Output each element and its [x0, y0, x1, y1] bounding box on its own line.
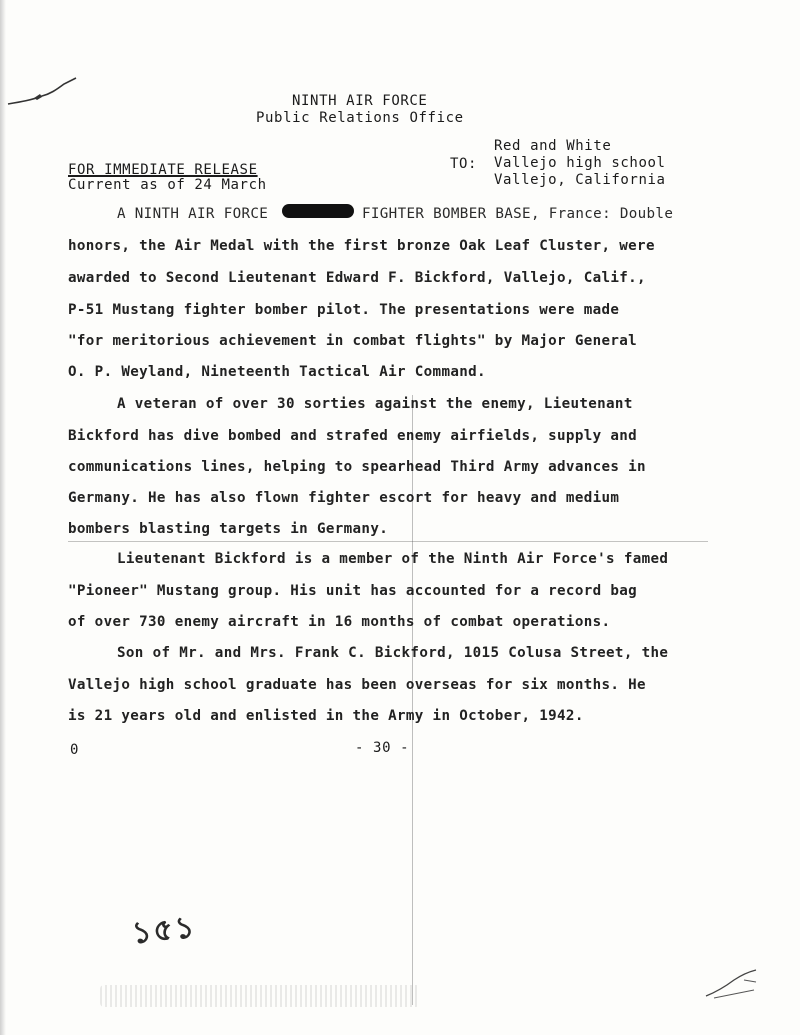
corner-scribble-icon — [704, 968, 760, 1002]
body-line: communications lines, helping to spearhead Third Army advances in — [68, 459, 646, 475]
body-line: O. P. Weyland, Nineteenth Tactical Air Command. — [68, 364, 486, 380]
body-line-1-pre: A NINTH AIR FORCE — [117, 206, 269, 222]
recipient-line-3: Vallejo, California — [494, 172, 666, 188]
footer-left-mark: 0 — [70, 742, 80, 758]
body-line: bombers blasting targets in Germany. — [68, 521, 389, 537]
body-line: P-51 Mustang fighter bomber pilot. The presentations were made — [68, 302, 620, 318]
redaction-mark — [282, 204, 354, 218]
recipient-line-2: Vallejo high school — [494, 155, 666, 171]
body-line: Bickford has dive bombed and strafed enemy airfields, supply and — [68, 428, 638, 444]
current-date: Current as of 24 March — [68, 177, 267, 193]
body-line: awarded to Second Lieutenant Edward F. Bickford, Vallejo, Calif., — [68, 270, 646, 286]
recipient-line-1: Red and White — [494, 138, 612, 154]
fold-crease — [412, 395, 413, 1005]
office-name: Public Relations Office — [256, 110, 464, 126]
scan-line — [68, 541, 708, 542]
body-line: is 21 years old and enlisted in the Army in October, 1942. — [68, 708, 584, 724]
to-label: TO: — [450, 156, 478, 172]
body-line: "Pioneer" Mustang group. His unit has accounted for a record bag — [68, 583, 638, 599]
body-line: Germany. He has also flown fighter escort for heavy and medium — [68, 490, 620, 506]
release-label: FOR IMMEDIATE RELEASE — [68, 162, 258, 178]
handwritten-note: ১৫১ — [130, 909, 198, 952]
org-name: NINTH AIR FORCE — [292, 93, 428, 109]
body-line: honors, the Air Medal with the first bronze Oak Leaf Cluster, were — [68, 238, 655, 254]
body-line: Lieutenant Bickford is a member of the Ninth Air Force's famed — [117, 551, 669, 567]
page-end-marker: - 30 - — [355, 740, 410, 756]
scan-edge-shadow — [0, 0, 6, 1035]
body-line: Son of Mr. and Mrs. Frank C. Bickford, 1015 Colusa Street, the — [117, 645, 669, 661]
pen-mark-icon — [6, 74, 78, 110]
body-line: of over 730 enemy aircraft in 16 months of combat operations. — [68, 614, 611, 630]
body-line-1-post: FIGHTER BOMBER BASE, France: Double — [362, 206, 674, 222]
body-line: Vallejo high school graduate has been overseas for six months. He — [68, 677, 646, 693]
body-line: A veteran of over 30 sorties against the enemy, Lieutenant — [117, 396, 633, 412]
body-line: "for meritorious achievement in combat flights" by Major General — [68, 333, 638, 349]
scan-smudge — [100, 985, 420, 1007]
